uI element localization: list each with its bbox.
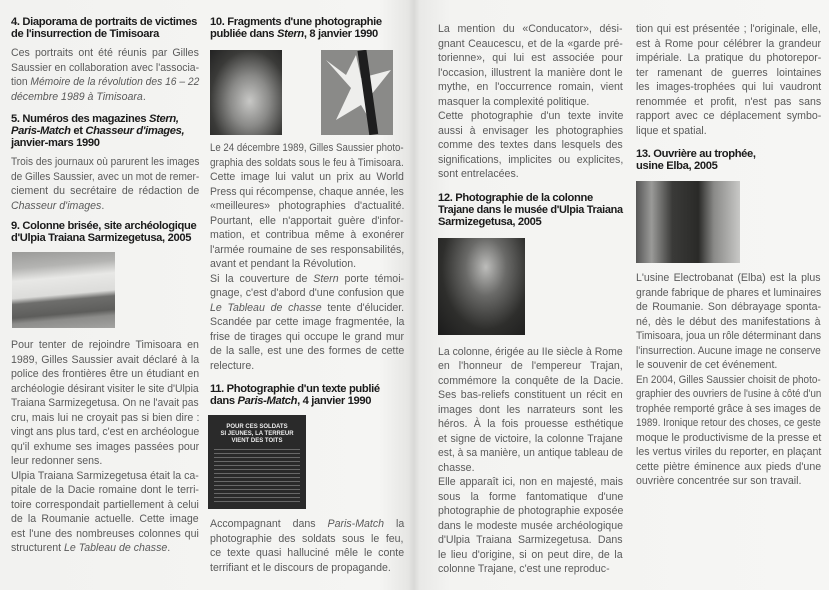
- text-line: [636, 95, 821, 110]
- line-content: [11, 113, 179, 125]
- text-line: [636, 358, 821, 373]
- italic-text: Paris-Match: [237, 395, 298, 407]
- caption-heading-12: [438, 192, 623, 228]
- line-content: comme des textes dans lesquels des: [438, 139, 623, 151]
- line-content: archéologie désirant visiter le site d'Ulpia: [11, 382, 199, 395]
- line-content: Cette image lui valut un prix au World: [210, 171, 404, 183]
- line-content: qu'il exhume ses images passées pour: [11, 440, 200, 453]
- text-line: [438, 345, 623, 360]
- text-line: [438, 533, 623, 548]
- line-content: ce texte quasi halluciné mêle le conte: [210, 547, 405, 559]
- text-line: [210, 185, 404, 200]
- line-content: est, à sa manière, un antique tableau de: [438, 447, 624, 459]
- line-content: [11, 199, 104, 214]
- text-line: [438, 548, 623, 563]
- line-content: de la Roumanie actuelle. Cette image: [11, 513, 199, 525]
- line-content: héros. À la fois prouesse esthétique: [438, 418, 624, 430]
- text-line: [11, 16, 199, 28]
- line-content: mation, et contribua même à exonérer: [210, 229, 405, 241]
- line-content: [210, 28, 378, 40]
- line-content: mythe, en l'occurrence romain, vient: [438, 81, 623, 93]
- text-line: [11, 498, 199, 513]
- line-content: Sarmizegetusa, 2005: [438, 215, 542, 228]
- photo-trajan-column: [438, 238, 525, 335]
- text-line: [636, 37, 821, 52]
- caption-heading-4: [11, 16, 199, 40]
- line-content: rapport avec ce déplacement symbo-: [636, 110, 822, 122]
- line-content: le souvenir de cet événement.: [636, 359, 778, 371]
- line-content: graphier des ouvriers de l'usine à côté d'un: [636, 388, 822, 400]
- italic-text: Chasseur d'images,: [85, 125, 185, 137]
- line-content: Trois des journaux où parurent les images: [11, 156, 200, 168]
- clipping-headline-2: SI JEUNES, LA TERREUR: [220, 431, 294, 437]
- line-content: les vertus viriles du reporter, en plaçant: [636, 446, 822, 458]
- text-line: [210, 199, 404, 214]
- line-content: l'occasion, illustrent la manière dont le: [438, 66, 623, 79]
- line-content: Cette photographie d'un texte invite: [438, 110, 624, 122]
- column-3: [438, 0, 623, 577]
- text-line: [210, 546, 404, 561]
- line-content: cette piètre éminence aux pieds d'une: [636, 460, 822, 473]
- line-content: Scandée par cette image fragmentée, la: [210, 316, 405, 328]
- text-line: [438, 51, 623, 66]
- text-segment: , 4 janvier 1990: [297, 395, 372, 407]
- text-line: [636, 329, 821, 344]
- line-content: l'insurrection. Aucune image ne conserve: [636, 344, 821, 357]
- text-line: [11, 425, 199, 440]
- text-line: [11, 28, 199, 40]
- text-line: [210, 561, 404, 576]
- photo-broken-column: [12, 252, 115, 328]
- line-content: 9. Colonne brisée, site archéologique: [11, 220, 197, 232]
- line-content: Pourtant, elle n'apportait guère d'infor-: [210, 214, 404, 227]
- text-line: [210, 156, 404, 171]
- text-segment: Accompagnant dans: [210, 518, 328, 530]
- caption-text-9b: [11, 469, 199, 556]
- line-content: graphia des soldats sous le feu à Timisoara.: [210, 156, 404, 169]
- text-line: [210, 532, 404, 547]
- line-content: gnage, c'est d'abord d'une confusion que: [210, 287, 405, 299]
- line-content: [210, 301, 404, 316]
- text-line: [11, 440, 199, 455]
- caption-text-13b: [636, 373, 821, 489]
- line-content: Timisoara, joua un rôle déterminant dans: [636, 330, 822, 342]
- text-line: [11, 113, 199, 125]
- text-line: [438, 95, 623, 110]
- line-content: [11, 75, 199, 90]
- text-line: [438, 388, 623, 403]
- italic-text: Le Tableau de chasse: [64, 542, 168, 554]
- line-content: relecture.: [210, 359, 255, 372]
- column-4: [636, 0, 821, 489]
- caption-text-12a: [438, 345, 623, 476]
- line-content: grande fabrique de phares et luminaires: [636, 286, 822, 299]
- line-content: né, dès le début des manifestations à: [636, 315, 821, 328]
- text-line: [438, 446, 623, 461]
- text-line: [438, 204, 623, 216]
- text-line: [438, 374, 623, 389]
- line-content: gnant Ceaucescu, et de la «garde pré-: [438, 37, 623, 50]
- line-content: [11, 125, 184, 137]
- line-content: colonne Trajane, c'est une reproduc-: [438, 563, 610, 575]
- text-line: [636, 286, 821, 301]
- line-content: en l'honneur de l'empereur Trajan,: [438, 360, 623, 372]
- line-content: 10. Fragments d'une photographie: [210, 16, 382, 28]
- italic-text: Paris-Match: [327, 518, 385, 530]
- text-line: [636, 109, 821, 124]
- text-segment: .: [142, 90, 146, 103]
- caption-text-11: [210, 517, 404, 575]
- photo-star-fragment: [321, 50, 393, 135]
- text-line: [210, 344, 404, 359]
- line-content: [210, 395, 371, 407]
- caption-text-13a: [636, 271, 821, 373]
- line-content: tion qui est présentée ; l'originale, elle,: [636, 23, 821, 35]
- text-line: [11, 411, 199, 426]
- italic-text: Mémoire de la révolution des 16 – 22: [30, 76, 200, 88]
- text-line: [11, 541, 199, 556]
- text-line: [636, 344, 821, 359]
- text-line: [438, 124, 623, 139]
- line-content: Ulpia Traiana Sarmizegetusa était la ca-: [11, 469, 199, 482]
- text-line: [11, 382, 199, 397]
- text-line: [210, 16, 404, 28]
- text-line: [11, 199, 199, 214]
- italic-text: décembre 1989 à Timisoara: [11, 90, 143, 103]
- clipping-body-text: [214, 449, 300, 503]
- text-line: [636, 148, 821, 160]
- text-segment: la: [384, 518, 405, 530]
- caption-heading-11: [210, 383, 404, 407]
- text-line: [636, 300, 821, 315]
- text-line: [438, 22, 623, 37]
- line-content: La colonne, érigée au IIe siècle à Rome: [438, 345, 623, 358]
- line-content: Trajane dans le musée d'Ulpia Traiana: [438, 203, 623, 216]
- line-content: lique et spatial.: [636, 124, 707, 137]
- line-content: avant et pendant la Révolution.: [210, 258, 357, 270]
- caption-heading-10: [210, 16, 404, 40]
- text-segment: 5. Numéros des magazines: [11, 113, 149, 125]
- line-content: d'Ulpia Traiana Sarmizegetusa, 2005: [11, 232, 192, 244]
- line-content: 1989. Ironique retour des choses, ce geste: [636, 417, 821, 429]
- clipping-headline-1: POUR CES SOLDATS: [226, 424, 288, 430]
- line-content: Saussier en collaboration avec l'associa-: [11, 61, 200, 74]
- text-line: [438, 475, 623, 490]
- caption-text-4: [11, 46, 199, 104]
- text-segment: publiée dans: [210, 28, 277, 40]
- text-line: [11, 512, 199, 527]
- text-line: [438, 37, 623, 52]
- text-line: [636, 387, 821, 402]
- line-content: dans le modeste musée archéologique: [438, 519, 623, 532]
- text-line: [636, 22, 821, 37]
- line-content: ter ramenant de guerres lointaines: [636, 66, 822, 79]
- text-line: [11, 61, 199, 76]
- text-line: [11, 155, 199, 170]
- text-line: [11, 184, 199, 199]
- text-line: [210, 272, 404, 287]
- italic-text: Paris-Match: [11, 125, 71, 137]
- text-line: [636, 445, 821, 460]
- line-content: [11, 90, 146, 105]
- line-content: L'usine Electrobanat (Elba) est la plus: [636, 272, 821, 284]
- text-line: [210, 517, 404, 532]
- text-segment: tion: [11, 76, 31, 88]
- caption-text-5: [11, 155, 199, 213]
- line-content: d'Ulpia Traiana Sarmizegetusa. Dans: [438, 534, 623, 546]
- text-line: [210, 141, 404, 156]
- line-content: ciement du secrétaire de rédaction de: [11, 185, 200, 197]
- text-line: [636, 431, 821, 446]
- text-segment: structurent: [11, 542, 64, 554]
- text-line: [11, 396, 199, 411]
- photo-elba-factory: [636, 181, 740, 263]
- text-line: [11, 232, 199, 244]
- text-line: [11, 137, 199, 149]
- text-line: [438, 504, 623, 519]
- line-content: usine Elba, 2005: [636, 160, 718, 172]
- line-content: de la salle, est une des formes de cette: [210, 345, 405, 357]
- text-line: [636, 474, 821, 489]
- photo-soldier-face: [210, 50, 282, 135]
- text-line: [210, 243, 404, 258]
- line-content: renommée et profit, n'est pas sans: [636, 95, 822, 108]
- text-line: [438, 519, 623, 534]
- text-line: [438, 66, 623, 81]
- line-content: Ces portraits ont été réunis par Gilles: [11, 47, 199, 59]
- line-content: ouvrière concentrée sur son travail.: [636, 475, 802, 487]
- text-segment: .: [101, 199, 105, 212]
- column-2: [210, 0, 404, 575]
- photo-row-10: [210, 50, 393, 135]
- text-segment: et: [70, 125, 86, 137]
- line-content: torienne», qui lui est associée pour: [438, 52, 623, 64]
- caption-text-11-cont: [438, 22, 623, 109]
- line-content: [210, 272, 404, 287]
- line-content: de Roumanie. Son débrayage sponta-: [636, 301, 822, 313]
- line-content: terrifiant et le discours de propagande.: [210, 561, 391, 574]
- text-line: [210, 170, 404, 185]
- text-line: [438, 192, 623, 204]
- line-content: 12. Photographie de la colonne: [438, 191, 593, 204]
- star-shape-graphic: [321, 50, 393, 135]
- line-content: photographie de photographie exposée: [438, 505, 624, 517]
- caption-text-12b: [438, 475, 623, 577]
- italic-text: Le Tableau de chasse: [210, 301, 322, 314]
- text-line: [438, 153, 623, 168]
- caption-heading-13: [636, 148, 821, 172]
- text-line: [210, 330, 404, 345]
- text-line: [11, 75, 199, 90]
- line-content: toire correspondait partiellement à celui: [11, 498, 199, 511]
- line-content: 4. Diaporama de portraits de victimes: [11, 16, 198, 28]
- line-content: et signe de victoire, la colonne Trajane: [438, 432, 623, 445]
- text-line: [11, 483, 199, 498]
- text-line: [210, 315, 404, 330]
- caption-heading-5: [11, 113, 199, 149]
- line-content: En 2004, Gilles Saussier choisit de photo-: [636, 373, 821, 386]
- line-content: impériale. La pratique du photorepor-: [636, 52, 822, 64]
- text-line: [438, 490, 623, 505]
- text-line: [11, 454, 199, 469]
- text-line: [636, 160, 821, 172]
- caption-text-9a: [11, 338, 199, 469]
- line-content: images dont les narrateurs sont les: [438, 403, 623, 416]
- line-content: moque le productivisme de la presse et: [636, 431, 822, 444]
- text-line: [11, 220, 199, 232]
- text-line: [438, 432, 623, 447]
- line-content: leur redonner sens.: [11, 455, 103, 467]
- text-line: [11, 170, 199, 185]
- text-segment: , 8 janvier 1990: [303, 28, 378, 40]
- text-line: [438, 461, 623, 476]
- line-content: Traiana Sarmizegetusa. On ne l'avait pas: [11, 397, 199, 409]
- text-line: [438, 216, 623, 228]
- line-content: police des frontières être un étudiant en: [11, 368, 200, 380]
- text-line: [438, 109, 623, 124]
- text-line: [210, 395, 404, 407]
- line-content: l'armée roumaine de ses responsabilités,: [210, 243, 405, 256]
- text-line: [438, 417, 623, 432]
- line-content: 1989, Gilles Saussier avait déclaré à la: [11, 353, 200, 366]
- line-content: est à Rome pour célébrer la grandeur: [636, 37, 822, 50]
- line-content: Press qui récompense, chaque année, les: [210, 185, 404, 198]
- line-content: sous la forme fantomatique d'une: [438, 490, 624, 503]
- text-line: [210, 228, 404, 243]
- line-content: masquer la complexité politique.: [438, 95, 590, 108]
- text-line: [210, 301, 404, 316]
- line-content: les images-trophées qui lui vaudront: [636, 81, 822, 93]
- text-line: [438, 138, 623, 153]
- text-line: [438, 359, 623, 374]
- line-content: sont entrelacées.: [438, 168, 519, 180]
- text-line: [210, 383, 404, 395]
- line-content: pitale de la Dacie romaine dont le terri-: [11, 484, 199, 496]
- text-line: [636, 402, 821, 417]
- text-line: [438, 80, 623, 95]
- line-content: de l'insurrection de Timisoara: [11, 28, 160, 40]
- line-content: photographie des soldats sous le feu,: [210, 532, 404, 545]
- text-line: [636, 271, 821, 286]
- line-content: trophée remporté grâce à ses images de: [636, 402, 821, 415]
- text-line: [636, 51, 821, 66]
- line-content: Ses bas-reliefs constituent un récit en: [438, 389, 623, 401]
- text-line: [11, 353, 199, 368]
- text-line: [11, 125, 199, 137]
- line-content: aussi à envisager les photographies: [438, 124, 624, 137]
- text-line: [210, 214, 404, 229]
- line-content: chasse.: [438, 461, 475, 474]
- line-content: commémore la conquête de la Dacie.: [438, 374, 624, 387]
- caption-text-10a: [210, 141, 404, 272]
- text-line: [636, 80, 821, 95]
- text-line: [636, 124, 821, 139]
- text-line: [11, 338, 199, 353]
- caption-heading-9: [11, 220, 199, 244]
- text-line: [438, 562, 623, 577]
- line-content: cru, mais lui ne croyait pas si bien dire :: [11, 411, 200, 424]
- italic-text: Chasseur d'images: [11, 199, 102, 212]
- text-line: [210, 28, 404, 40]
- text-line: [636, 66, 821, 81]
- line-content: de Gilles Saussier, avec un mot de remer-: [11, 170, 200, 183]
- line-content: «meilleures» photographies d'actualité.: [210, 200, 405, 212]
- column-1: [11, 0, 199, 556]
- text-line: [636, 373, 821, 388]
- text-line: [636, 315, 821, 330]
- line-content: 11. Photographie d'un texte publié: [210, 383, 380, 395]
- text-line: [210, 286, 404, 301]
- italic-text: Stern,: [149, 113, 179, 125]
- line-content: est l'une des nombreuses colonnes qui: [11, 527, 199, 540]
- line-content: [11, 541, 170, 556]
- line-content: Elle apparaît ici, non en majesté, mais: [438, 476, 624, 488]
- line-content: 13. Ouvrière au trophée,: [636, 148, 756, 160]
- text-segment: .: [167, 542, 171, 554]
- text-segment: tente d'élucider.: [321, 301, 405, 314]
- text-segment: porte témoi-: [338, 272, 405, 285]
- text-segment: Si la couverture de: [210, 272, 314, 285]
- line-content: significations, implicites ou explicites,: [438, 153, 624, 166]
- text-line: [11, 367, 199, 382]
- text-segment: dans: [210, 395, 238, 407]
- caption-text-11-cont-b: [438, 109, 623, 182]
- text-line: [11, 90, 199, 105]
- text-line: [438, 167, 623, 182]
- photo-paris-match-clipping: [208, 415, 306, 509]
- text-line: [636, 460, 821, 475]
- caption-text-12-cont: [636, 22, 821, 138]
- text-line: [438, 403, 623, 418]
- text-line: [636, 416, 821, 431]
- line-content: vingt ans plus tard, c'est en archéologue: [11, 426, 200, 438]
- text-line: [210, 359, 404, 374]
- line-content: janvier-mars 1990: [11, 137, 100, 149]
- line-content: Le 24 décembre 1989, Gilles Saussier photo-: [210, 142, 404, 154]
- line-content: [210, 517, 404, 532]
- line-content: le lieu d'origine, si on peut dire, de la: [438, 548, 623, 561]
- text-line: [210, 257, 404, 272]
- clipping-headline-3: VIENT DES TOITS: [231, 438, 283, 444]
- text-line: [11, 527, 199, 542]
- line-content: Pour tenter de rejoindre Timisoara en: [11, 339, 199, 351]
- text-line: [11, 46, 199, 61]
- caption-text-10b: [210, 272, 404, 374]
- italic-text: Stern: [313, 272, 339, 285]
- text-line: [11, 469, 199, 484]
- line-content: La mention du «Conducator», dési-: [438, 23, 623, 35]
- line-content: frise de tirages qui occupe le grand mur: [210, 330, 405, 343]
- italic-text: Stern: [276, 28, 304, 40]
